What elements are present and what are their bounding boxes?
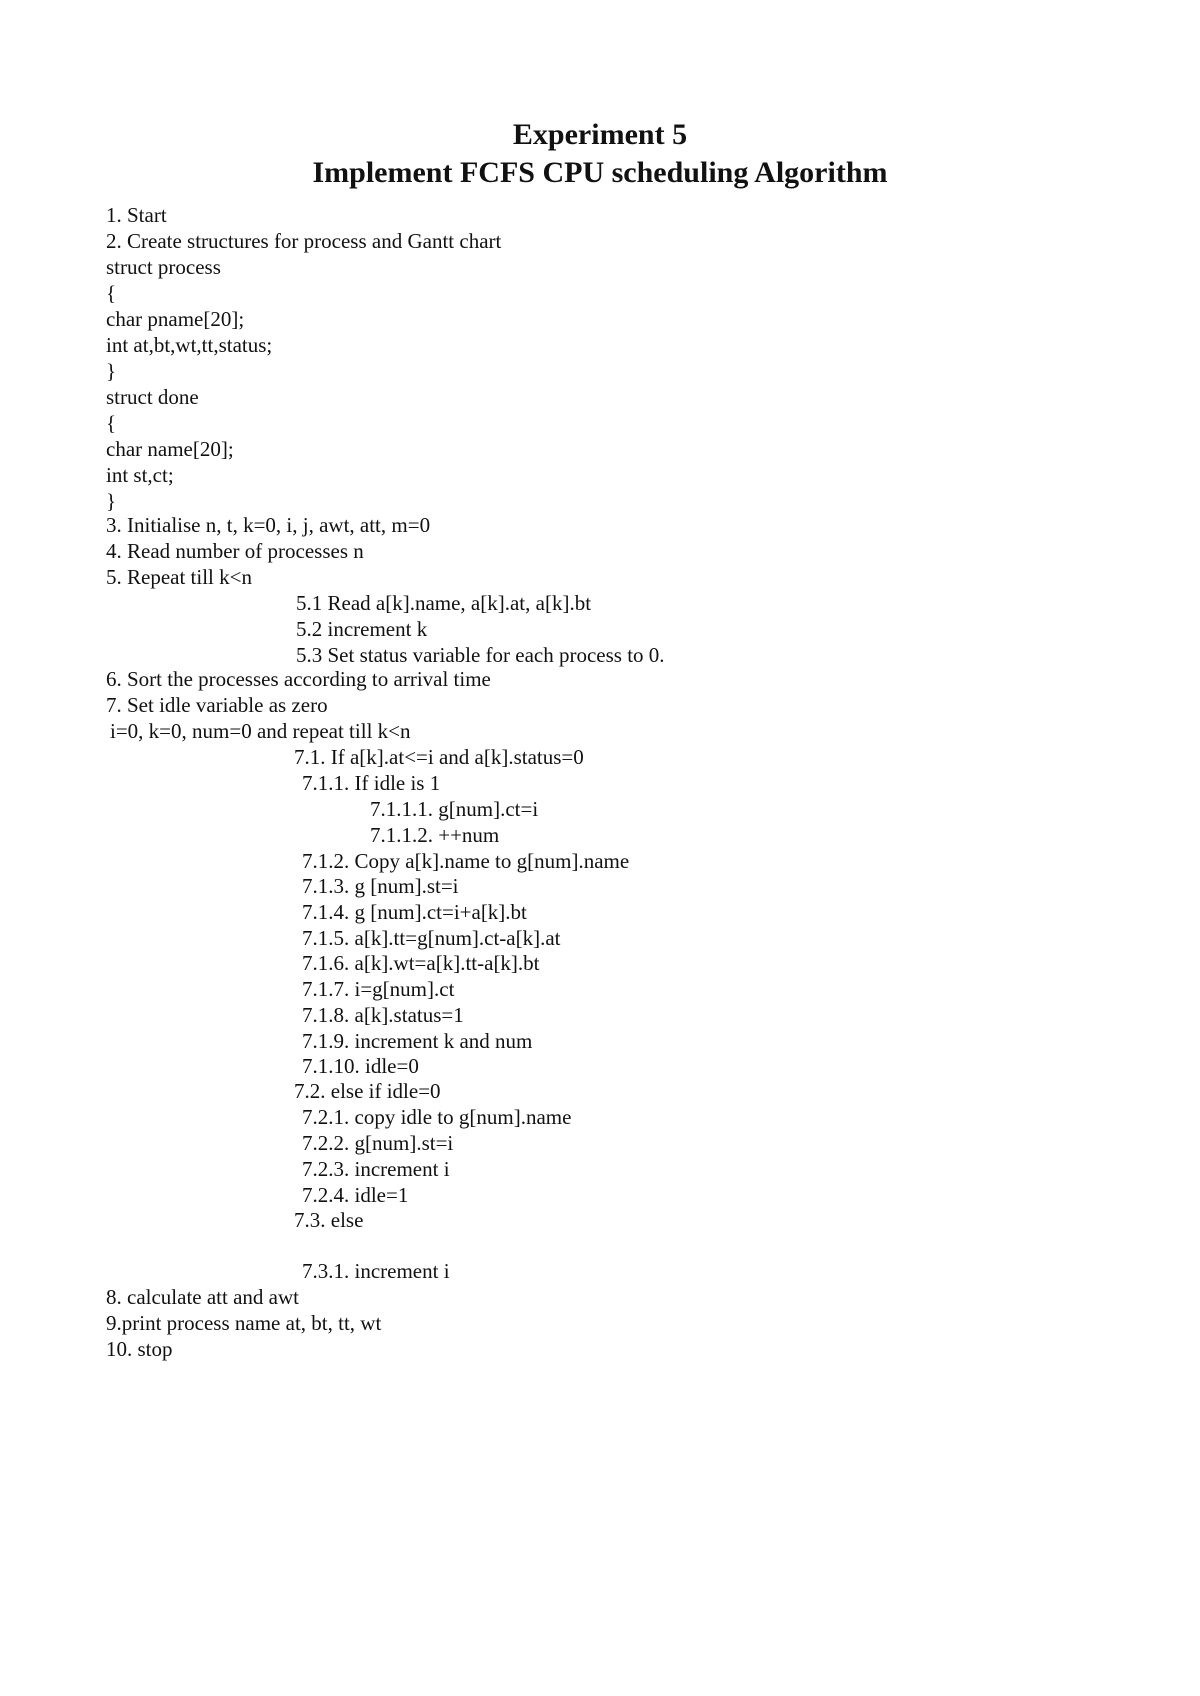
substep-line: 7.2. else if idle=0 xyxy=(294,1079,441,1103)
experiment-title: Experiment 5 xyxy=(512,118,688,151)
step-line: 3. Initialise n, t, k=0, i, j, awt, att, m=0 xyxy=(106,513,431,537)
code-line: struct process xyxy=(106,255,221,279)
code-line: { xyxy=(106,281,117,305)
step-line: 4. Read number of processes n xyxy=(106,539,364,563)
substep-line: 7.1.3. g [num].st=i xyxy=(302,874,459,898)
substep-line: 7.1.1.1. g[num].ct=i xyxy=(370,797,539,821)
substep-line: 7.3.1. increment i xyxy=(302,1259,450,1283)
substep-line: 7.2.2. g[num].st=i xyxy=(302,1131,454,1155)
step-line: 5. Repeat till k<n xyxy=(106,565,252,589)
substep-line: 7.1.6. a[k].wt=a[k].tt-a[k].bt xyxy=(302,951,540,975)
code-line: { xyxy=(106,411,117,435)
code-line: struct done xyxy=(106,385,199,409)
substep-line: 7.1.8. a[k].status=1 xyxy=(302,1003,464,1027)
substep-line: 7.3. else xyxy=(294,1208,364,1232)
step-line: 8. calculate att and awt xyxy=(106,1285,299,1309)
substep-line: 5.1 Read a[k].name, a[k].at, a[k].bt xyxy=(296,591,592,615)
substep-line: 7.1.4. g [num].ct=i+a[k].bt xyxy=(302,900,527,924)
step-line: 9.print process name at, bt, tt, wt xyxy=(106,1311,382,1335)
substep-line: 5.2 increment k xyxy=(296,617,428,641)
substep-line: 7.1.7. i=g[num].ct xyxy=(302,977,455,1001)
substep-line: 7.1.10. idle=0 xyxy=(302,1054,419,1078)
step-line: i=0, k=0, num=0 and repeat till k<n xyxy=(110,719,411,743)
substep-line: 7.2.1. copy idle to g[num].name xyxy=(302,1105,572,1129)
code-line: int st,ct; xyxy=(106,463,174,487)
substep-line: 7.1.1.2. ++num xyxy=(370,823,500,847)
substep-line: 7.2.4. idle=1 xyxy=(302,1183,409,1207)
code-line: char pname[20]; xyxy=(106,307,245,331)
step-line: 2. Create structures for process and Gantt chart xyxy=(106,229,502,253)
code-line: } xyxy=(106,359,117,383)
substep-line: 7.1.9. increment k and num xyxy=(302,1029,533,1053)
code-line: int at,bt,wt,tt,status; xyxy=(106,333,273,357)
step-line: 6. Sort the processes according to arrival time xyxy=(106,667,491,691)
experiment-subtitle: Implement FCFS CPU scheduling Algorithm xyxy=(312,156,888,189)
substep-line: 7.1.1. If idle is 1 xyxy=(302,771,441,795)
step-line: 7. Set idle variable as zero xyxy=(106,693,328,717)
substep-line: 7.1.5. a[k].tt=g[num].ct-a[k].at xyxy=(302,926,561,950)
step-line: 1. Start xyxy=(106,203,167,227)
substep-line: 5.3 Set status variable for each process to 0. xyxy=(296,643,665,667)
code-line: char name[20]; xyxy=(106,437,234,461)
substep-line: 7.1.2. Copy a[k].name to g[num].name xyxy=(302,849,630,873)
substep-line: 7.1. If a[k].at<=i and a[k].status=0 xyxy=(294,745,584,769)
code-line: } xyxy=(106,489,117,513)
step-line: 10. stop xyxy=(106,1337,173,1361)
substep-line: 7.2.3. increment i xyxy=(302,1157,450,1181)
